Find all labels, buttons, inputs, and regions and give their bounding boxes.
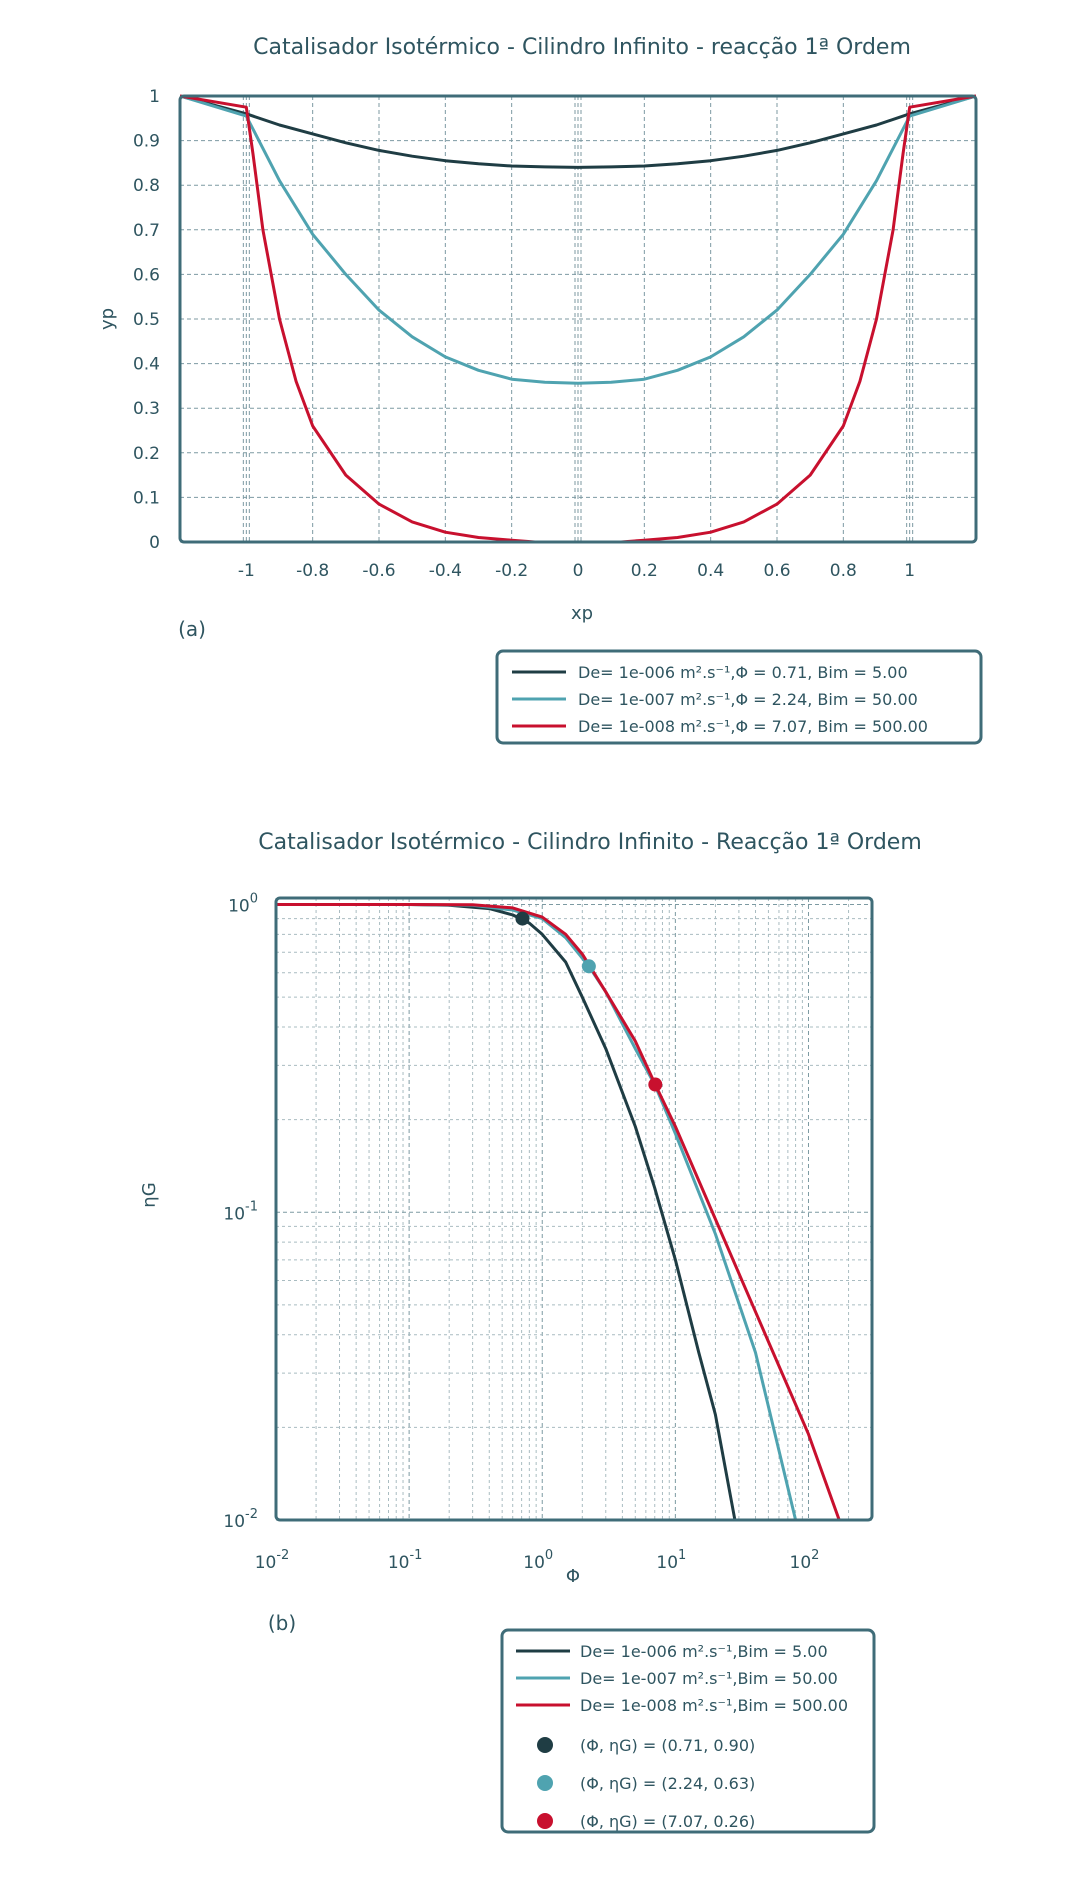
chart-a-legend	[497, 651, 981, 743]
data-point-1	[515, 912, 529, 926]
chart-b-points	[515, 912, 662, 1092]
legend-label: De= 1e-008 m².s⁻¹,Bim = 500.00	[580, 1696, 849, 1715]
x-tick-label: 0.2	[630, 561, 658, 581]
x-tick-label: 1	[904, 561, 916, 581]
x-tick-label: $10^2$	[789, 1548, 820, 1573]
legend-label: De= 1e-007 m².s⁻¹,Φ = 2.24, Bim = 50.00	[578, 690, 918, 709]
chart-b-frame	[276, 898, 872, 1520]
chart-b-grid	[276, 898, 872, 1520]
chart-a-panel-label: (a)	[178, 617, 206, 641]
y-tick-label: 0.9	[132, 131, 160, 152]
x-tick-label: $10^{-1}$	[387, 1548, 423, 1573]
chart-b-y-label: ηG	[139, 1182, 160, 1208]
y-tick-label: 0	[149, 533, 160, 553]
chart-a-x-label: xp	[570, 603, 594, 624]
x-tick-label: 0	[572, 561, 584, 581]
x-tick-label: -0.2	[495, 561, 529, 581]
data-point-2	[582, 959, 596, 973]
legend-point-label: (Φ, ηG) = (0.71, 0.90)	[580, 1736, 756, 1755]
x-tick-label: 0.4	[697, 561, 725, 581]
chart-a-y-label: yp	[97, 307, 118, 331]
chart-b-legend	[502, 1630, 874, 1832]
chart-a-x-ticks	[238, 561, 915, 581]
chart-b-title: Catalisador Isotérmico - Cilindro Infinito - Reacção 1ª Ordem	[258, 830, 922, 855]
x-tick-label: -0.6	[362, 561, 396, 581]
x-tick-label: $10^1$	[656, 1548, 687, 1573]
chart-a	[97, 35, 981, 743]
legend-label: De= 1e-006 m².s⁻¹,Φ = 0.71, Bim = 5.00	[578, 663, 908, 682]
y-tick-label: 0.2	[132, 443, 160, 464]
y-tick-label: 0.3	[132, 399, 160, 420]
y-tick-label: $10^0$	[228, 891, 258, 917]
legend-marker	[537, 1775, 553, 1791]
y-tick-label: 0.1	[132, 488, 160, 509]
chart-a-y-ticks	[133, 87, 160, 553]
x-tick-label: 0.8	[829, 561, 857, 581]
data-point-3	[648, 1078, 662, 1092]
chart-a-grid	[180, 96, 976, 542]
x-tick-label: -1	[237, 561, 255, 581]
legend-marker	[537, 1813, 553, 1829]
x-tick-label: 0.6	[763, 561, 791, 581]
x-tick-label: -0.4	[428, 561, 462, 581]
y-tick-label: $10^{-1}$	[223, 1199, 258, 1225]
chart-b-x-ticks	[255, 1548, 820, 1573]
x-tick-label: $10^0$	[523, 1548, 554, 1573]
y-tick-label: $10^{-2}$	[223, 1507, 258, 1532]
chart-b	[139, 830, 922, 1832]
legend-point-label: (Φ, ηG) = (7.07, 0.26)	[580, 1812, 756, 1831]
chart-b-x-label: Φ	[565, 1566, 581, 1587]
legend-label: De= 1e-006 m².s⁻¹,Bim = 5.00	[580, 1642, 828, 1661]
chart-b-y-ticks	[223, 892, 258, 1532]
x-tick-label: -0.8	[296, 561, 330, 581]
x-tick-label: $10^{-2}$	[254, 1548, 290, 1573]
legend-marker	[537, 1737, 553, 1753]
y-tick-label: 0.5	[132, 310, 160, 330]
y-tick-label: 0.8	[132, 176, 160, 197]
legend-label: De= 1e-007 m².s⁻¹,Bim = 50.00	[580, 1669, 838, 1688]
chart-b-panel-label: (b)	[267, 1611, 297, 1635]
y-tick-label: 0.4	[132, 354, 160, 375]
y-tick-label: 1	[149, 87, 160, 107]
chart-a-title: Catalisador Isotérmico - Cilindro Infinito - reacção 1ª Ordem	[253, 35, 911, 60]
legend-label: De= 1e-008 m².s⁻¹,Φ = 7.07, Bim = 500.00	[578, 717, 928, 736]
y-tick-label: 0.7	[132, 220, 160, 241]
y-tick-label: 0.6	[132, 265, 160, 286]
legend-point-label: (Φ, ηG) = (2.24, 0.63)	[580, 1774, 756, 1793]
